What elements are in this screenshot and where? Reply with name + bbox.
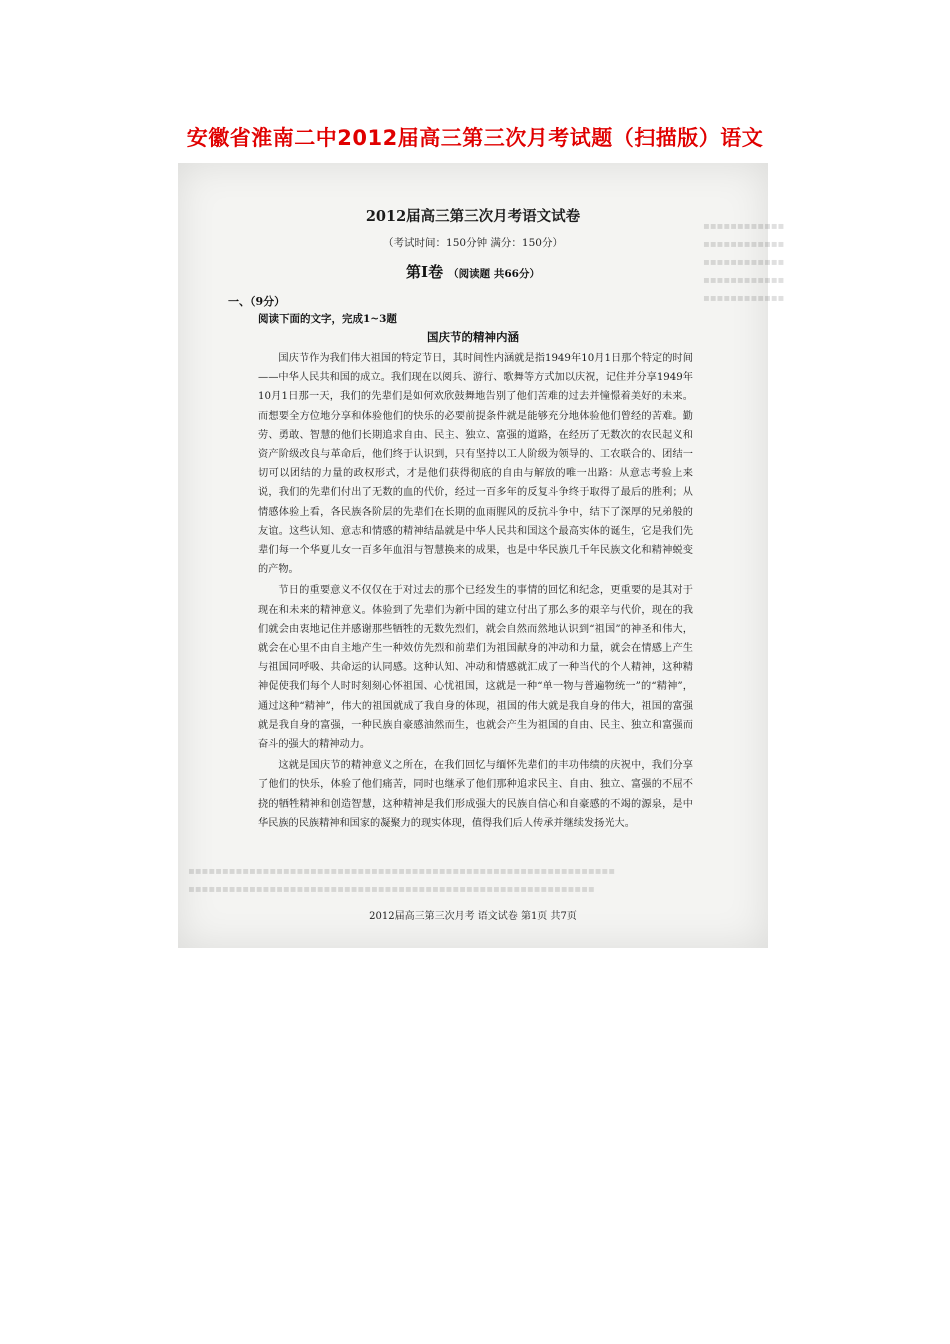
- part-label: 第Ⅰ卷: [406, 263, 444, 281]
- article-paragraph: 节日的重要意义不仅仅在于对过去的那个已经发生的事情的回忆和纪念，更重要的是其对于现在和未来的精神意义。体验到了先辈们为新中国的建立付出了那么多的艰辛与代价，现在的我们就会由衷地记住并感谢那些牺牲的无数先烈们，就会自然而然地认识到“祖国”的神圣和伟大，就会在心里不由自主地产生一种效仿先烈和前辈们为祖国献身的冲动和力量，就会在情感上产生与祖国同呼吸、共命运的认同感。这种认知、冲动和情感就汇成了一种当代的个人精神，这种精神促使我们每个人时时刻刻心怀祖国、心忧祖国，这就是一种“单一物与普遍物统一”的“精神”，通过这种“精神”，伟大的祖国就成了我自身的体现，祖国的伟大就是我自身的伟大，祖国的富强就是我自身的富强，一种民族自豪感油然而生，也就会产生为祖国的自由、民主、独立和富强而奋斗的强大的精神动力。: [258, 585, 693, 751]
- page-footer: 2012届高三第三次月考 语文试卷 第1页 共7页: [369, 911, 577, 922]
- show-through-text-bottom: ▪▪▪▪▪▪▪▪▪▪▪▪▪▪▪▪▪▪▪▪▪▪▪▪▪▪▪▪▪▪▪▪▪▪▪▪▪▪▪▪▪▪▪▪▪▪▪▪▪▪▪▪▪▪▪▪▪▪▪▪▪▪▪ ▪▪▪▪▪▪▪▪▪▪▪▪▪▪▪▪▪▪▪▪▪▪▪▪▪▪▪▪▪▪▪▪▪▪▪▪▪▪▪▪▪▪▪▪▪▪▪▪▪▪▪▪▪▪▪▪▪▪▪▪: [188, 866, 615, 895]
- show-through-text-right: ▪▪▪▪▪▪▪▪▪▪▪▪ ▪▪▪▪▪▪▪▪▪▪▪▪ ▪▪▪▪▪▪▪▪▪▪▪▪ ▪▪▪▪▪▪▪▪▪▪▪▪ ▪▪▪▪▪▪▪▪▪▪▪▪: [703, 221, 785, 304]
- paper-title: 2012届高三第三次月考语文试卷: [365, 208, 581, 225]
- article-title: 国庆节的精神内涵: [427, 330, 519, 344]
- part-heading: [178, 261, 768, 282]
- article-body: [258, 349, 693, 833]
- exam-info: （考试时间：150分钟 满分：150分）: [383, 237, 563, 249]
- document-title: 安徽省淮南二中2012届高三第三次月考试题（扫描版）语文: [186, 126, 764, 150]
- question-instruction: 阅读下面的文字，完成1~3题: [258, 313, 397, 325]
- article-paragraph: 国庆节作为我们伟大祖国的特定节日，其时间性内涵就是指1949年10月1日那个特定的时间——中华人民共和国的成立。我们现在以阅兵、游行、歌舞等方式加以庆祝，记住并分享1949年10月1日那一天，我们的先辈们是如何欢欣鼓舞地告别了他们苦难的过去并憧憬着美好的未来。而想要全方位地分享和体验他们的快乐的必要前提条件就是能够充分地体验他们曾经的苦难。勤劳、勇敢、智慧的他们长期追求自由、民主、独立、富强的道路，在经历了无数次的农民起义和资产阶级改良与革命后，他们终于认识到，只有坚持以工人阶级为领导的、工农联合的、团结一切可以团结的力量的政权形式，才是他们获得彻底的自由与解放的唯一出路：从意志考验上来说，我们的先辈们付出了无数的血的代价，经过一百多年的反复斗争终于取得了最后的胜利；从情感体验上看，各民族各阶层的先辈们在长期的血雨腥风的反抗斗争中，结下了深厚的兄弟般的友谊。这些认知、意志和情感的精神结晶就是中华人民共和国这个最高实体的诞生，它是我们先辈们每一个华夏儿女一百多年血泪与智慧换来的成果，也是中华民族几千年民族文化和精神蜕变的产物。: [258, 353, 693, 576]
- article-paragraph: 这就是国庆节的精神意义之所在，在我们回忆与缅怀先辈们的丰功伟绩的庆祝中，我们分享了他们的快乐，体验了他们痛苦，同时也继承了他们那种追求民主、自由、独立、富强的不屈不挠的牺牲精神和创造智慧，这种精神是我们形成强大的民族自信心和自豪感的不竭的源泉，是中华民族的民族精神和国家的凝聚力的现实体现，值得我们后人传承并继续发扬光大。: [258, 760, 693, 829]
- question-number: 一、（9分）: [228, 295, 286, 308]
- part-note: （阅读题 共66分）: [448, 268, 540, 280]
- scanned-page: [178, 163, 785, 948]
